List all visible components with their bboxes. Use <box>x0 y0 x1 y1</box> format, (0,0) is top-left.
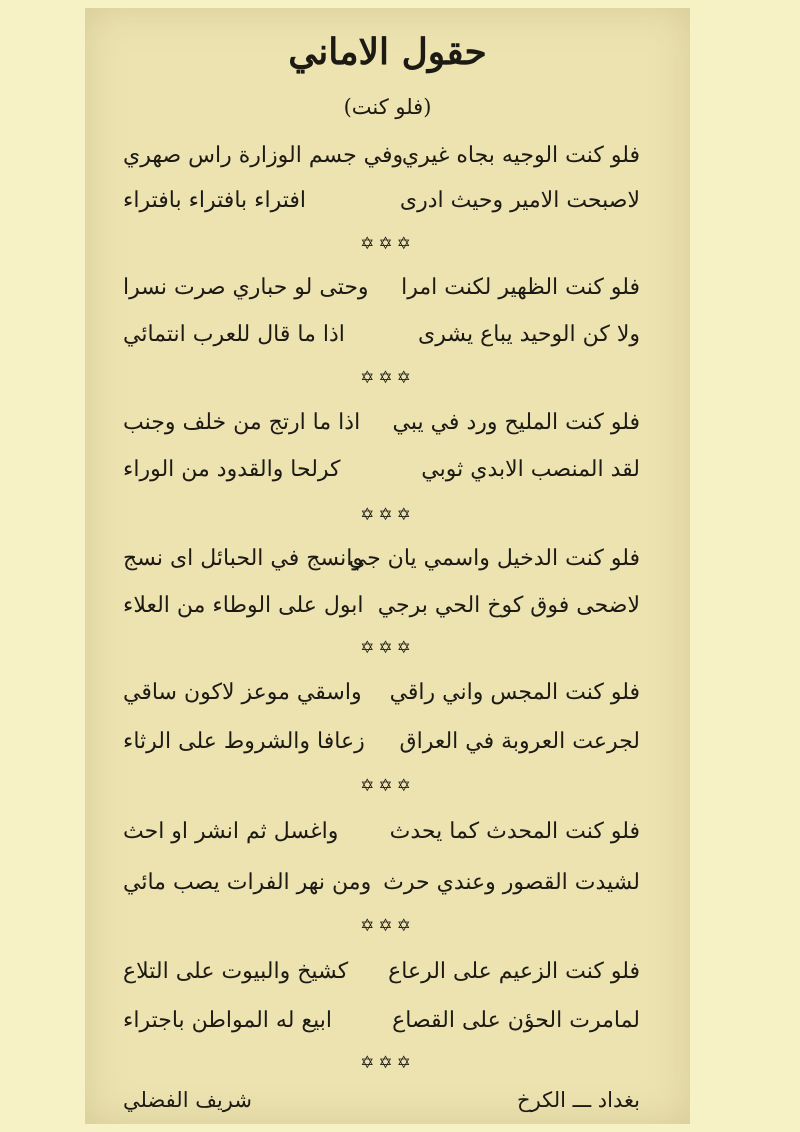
verse-line <box>123 317 640 353</box>
verse-second-half: اذا ما ارتج من خلف وجنب <box>123 410 361 435</box>
stanza-separator: ✡✡✡ <box>360 916 415 936</box>
verse-first-half: فلو كنت المحدث كما يحدث <box>389 819 640 844</box>
author-signature: شريف الفضلي <box>123 1088 252 1112</box>
verse-first-half: فلو كنت المليح ورد في يبي <box>392 410 640 435</box>
verse-second-half: وحتى لو حباري صرت نسرا <box>123 275 369 300</box>
poem-footer <box>123 1083 640 1117</box>
verse-line <box>123 452 640 488</box>
verse-second-half: وفي جسم الوزارة راس صهري <box>123 143 404 168</box>
verse-first-half: ولا كن الوحيد يباع يشرى <box>417 322 640 347</box>
verse-line <box>123 588 640 624</box>
verse-first-half: فلو كنت الظهير لكنت امرا <box>401 275 640 300</box>
stanza-separator: ✡✡✡ <box>360 1053 415 1073</box>
stanza-separator: ✡✡✡ <box>360 505 415 525</box>
verse-second-half: اذا ما قال للعرب انتمائي <box>123 322 345 347</box>
verse-line <box>123 183 640 219</box>
verse-line <box>123 954 640 990</box>
stanza-separator: ✡✡✡ <box>360 368 415 388</box>
verse-second-half: افتراء بافتراء بافتراء <box>123 188 307 213</box>
stanza-separator: ✡✡✡ <box>360 638 415 658</box>
poem-subtitle: (فلو كنت) <box>343 95 432 119</box>
verse-line <box>123 724 640 760</box>
verse-line <box>123 675 640 711</box>
verse-second-half: كرلحا والقدود من الوراء <box>123 457 341 482</box>
verse-second-half: ومن نهر الفرات يصب مائي <box>123 870 372 895</box>
verse-line <box>123 541 640 577</box>
verse-first-half: لقد المنصب الابدي ثوبي <box>421 457 640 482</box>
verse-first-half: فلو كنت الزعيم على الرعاع <box>388 959 640 984</box>
verse-first-half: فلو كنت الدخيل واسمي يان جي <box>348 546 640 571</box>
verse-first-half: لاضحى فوق كوخ الحي برجي <box>377 593 640 618</box>
verse-first-half: فلو كنت المجس واني راقي <box>389 680 640 705</box>
verse-second-half: كشيخ والبيوت على التلاع <box>123 959 349 984</box>
verse-second-half: واسقي موعز لاكون ساقي <box>123 680 362 705</box>
verse-first-half: لمامرت الحؤن على القصاع <box>392 1008 640 1033</box>
verse-line <box>123 1003 640 1039</box>
verse-second-half: ابيع له المواطن باجتراء <box>123 1008 332 1033</box>
verse-first-half: لشيدت القصور وعندي حرث <box>383 870 640 895</box>
verse-line <box>123 138 640 174</box>
verse-second-half: ابول على الوطاء من العلاء <box>123 593 364 618</box>
verse-line <box>123 865 640 901</box>
verse-line <box>123 405 640 441</box>
stanza-separator: ✡✡✡ <box>360 234 415 254</box>
stanza-separator: ✡✡✡ <box>360 776 415 796</box>
verse-first-half: لاصبحت الامير وحيث ادرى <box>399 188 640 213</box>
newspaper-clipping <box>85 8 690 1124</box>
verse-second-half: وانسج في الحبائل اى نسج <box>123 546 363 571</box>
verse-second-half: واغسل ثم انشر او احث <box>123 819 339 844</box>
place-line: بغداد ـــ الكرخ <box>517 1088 640 1112</box>
verse-first-half: لجرعت العروبة في العراق <box>399 729 640 754</box>
verse-second-half: زعافا والشروط على الرثاء <box>123 729 365 754</box>
poem-title: حقول الاماني <box>288 31 487 73</box>
verse-first-half: فلو كنت الوجيه بجاه غيري <box>401 143 640 168</box>
verse-line <box>123 270 640 306</box>
verse-line <box>123 814 640 850</box>
